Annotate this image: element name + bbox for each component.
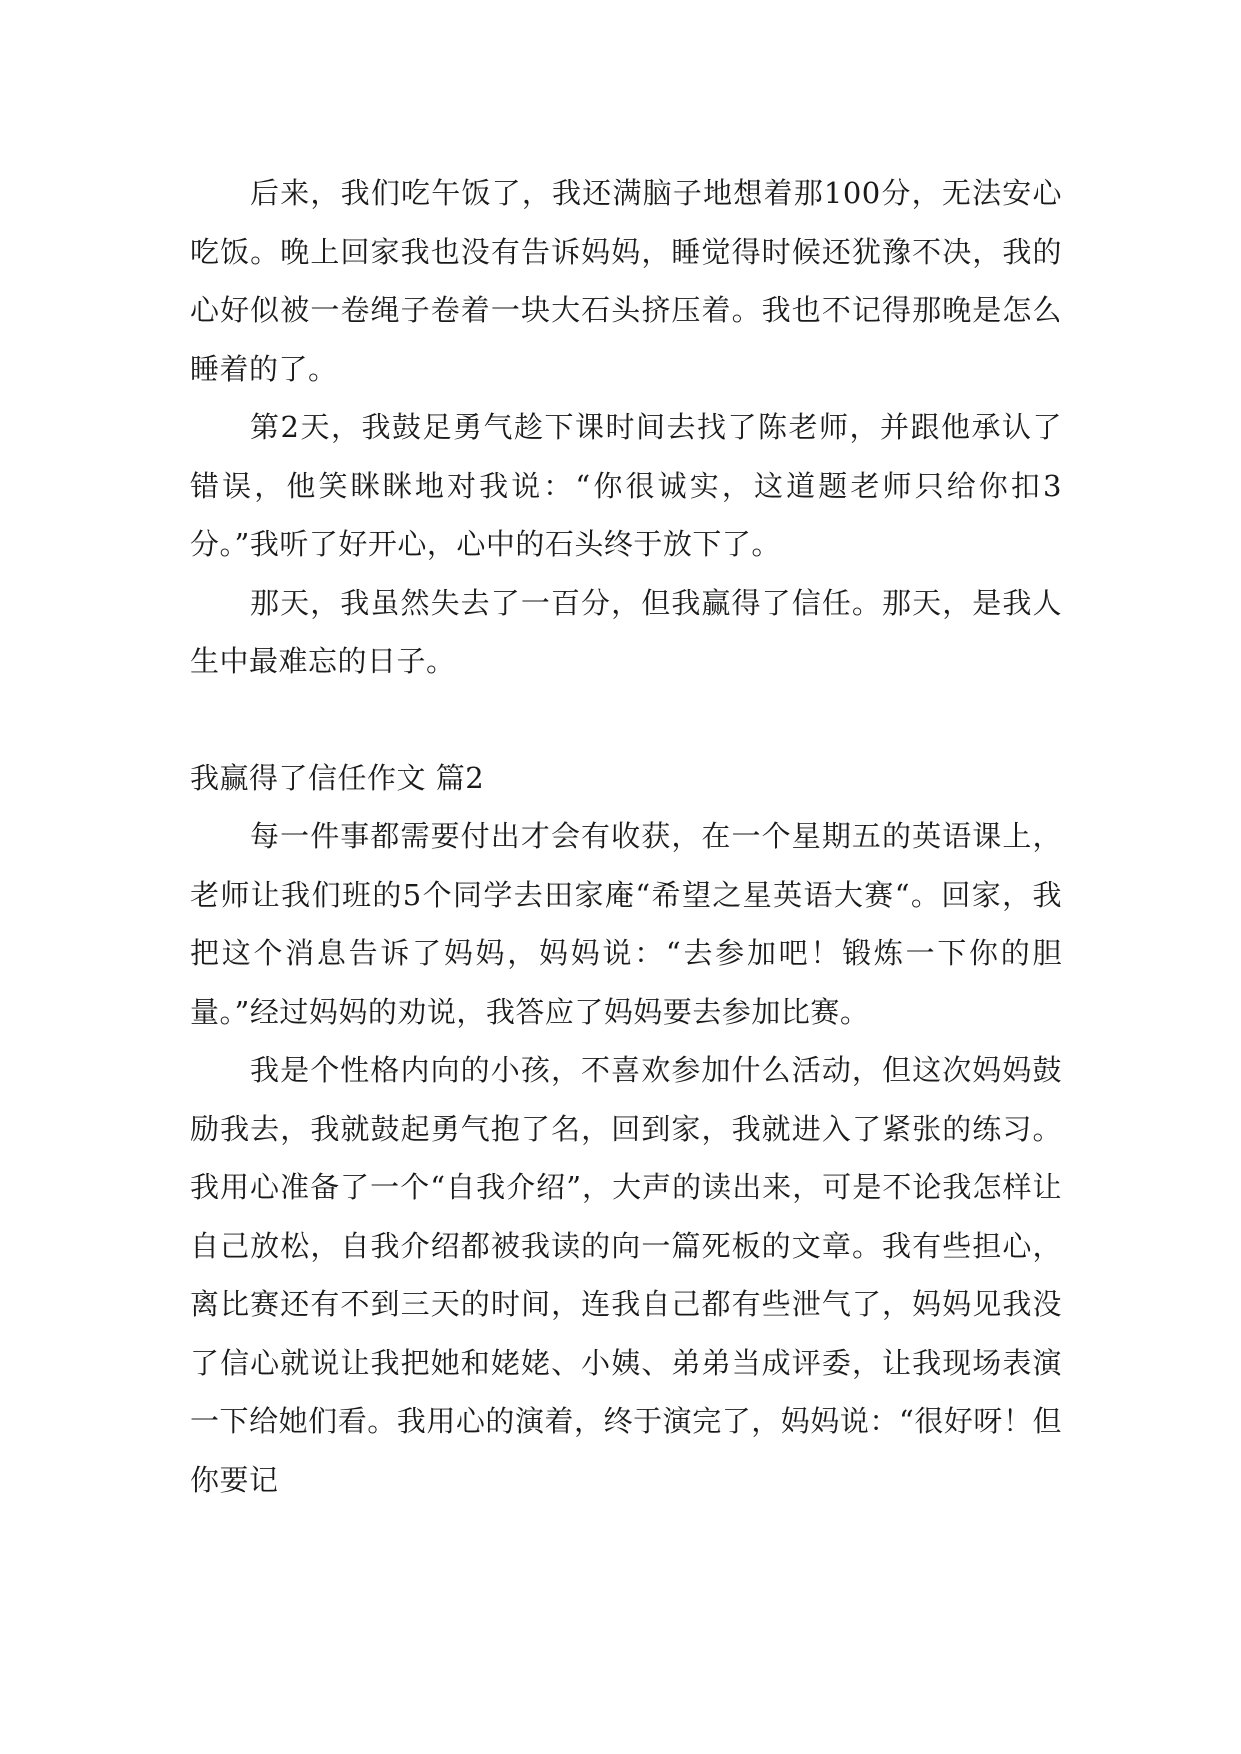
paragraph: 那天，我虽然失去了一百分，但我赢得了信任。那天，是我人生中最难忘的日子。 (190, 585, 1062, 678)
section-heading: 我赢得了信任作文 篇2 (190, 760, 485, 795)
paragraph: 后来，我们吃午饭了，我还满脑子地想着那100分，无法安心吃饭。晚上回家我也没有告诉妈妈，睡觉得时候还犹豫不决，我的心好似被一卷绳子卷着一块大石头挤压着。我也不记得那晚是怎么睡着的了。 (190, 176, 1062, 386)
document-body (190, 164, 1062, 1509)
paragraph: 每一件事都需要付出才会有收获，在一个星期五的英语课上，老师让我们班的5个同学去田家庵“希望之星英语大赛“。回家，我把这个消息告诉了妈妈，妈妈说：“去参加吧！锻炼一下你的胆量。”经过妈妈的劝说，我答应了妈妈要去参加比赛。 (190, 819, 1062, 1029)
paragraph: 我是个性格内向的小孩，不喜欢参加什么活动，但这次妈妈鼓励我去，我就鼓起勇气抱了名，回到家，我就进入了紧张的练习。我用心准备了一个“自我介绍”，大声的读出来，可是不论我怎样让自己放松，自我介绍都被我读的向一篇死板的文章。我有些担心，离比赛还有不到三天的时间，连我自己都有些泄气了，妈妈见我没了信心就说让我把她和姥姥、小姨、弟弟当成评委，让我现场表演一下给她们看。我用心的演着，终于演完了，妈妈说：“很好呀！但你要记 (190, 1053, 1062, 1497)
paragraph: 第2天，我鼓足勇气趁下课时间去找了陈老师，并跟他承认了错误，他笑眯眯地对我说：“你很诚实，这道题老师只给你扣3分。”我听了好开心，心中的石头终于放下了。 (190, 410, 1062, 561)
